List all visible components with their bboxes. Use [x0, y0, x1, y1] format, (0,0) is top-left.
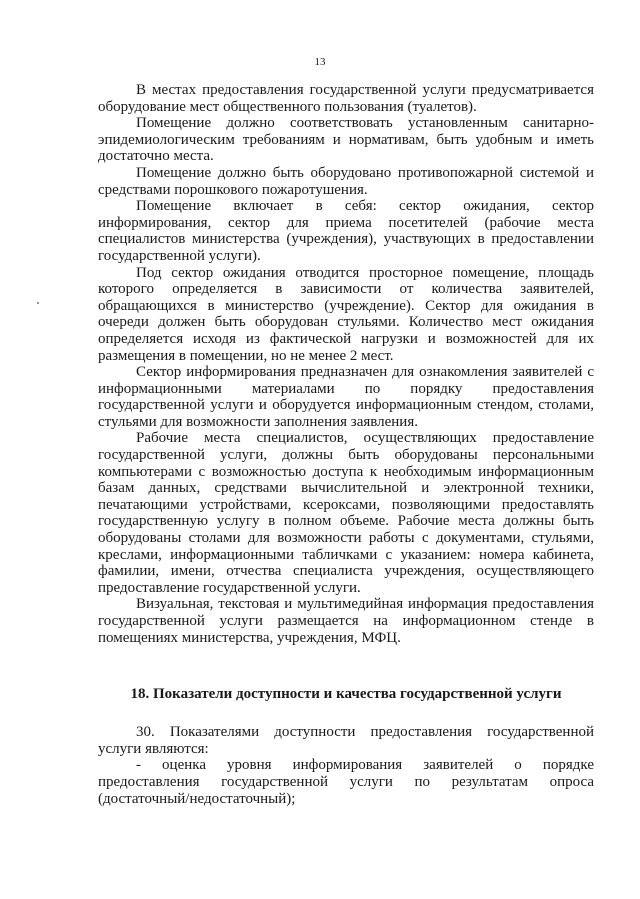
- paragraph: Помещение должно соответствовать установленным санитарно-эпидемиологическим требованиям и нормативам, быть удобным и иметь достаточно места.: [98, 115, 594, 165]
- paragraph: Рабочие места специалистов, осуществляющих предоставление государственной услуги, должны быть оборудованы персональными компьютерами с возможностью доступа к необходимым информационным базам данных, средствами вычислительной и электронной техники, печатающими устройствами, ксероксами, позволяющими предоставлять государственную услугу в полном объеме. Рабочие места должны быть оборудованы столами для возможности работы с документами, стульями, креслами, информационными табличками с указанием: номера кабинета, фамилии, имени, отчества специалиста учреждения, осуществляющего предоставление государственной услуги.: [98, 430, 594, 596]
- scan-mark: [37, 302, 39, 304]
- paragraph: Сектор информирования предназначен для ознакомления заявителей с информационными материалами по порядку предоставления государственной услуги и оборудуется информационным стендом, столами, стульями для возможности заполнения заявления.: [98, 364, 594, 430]
- paragraph: Помещение включает в себя: сектор ожидания, сектор информирования, сектор для приема посетителей (рабочие места специалистов министерства (учреждения), участвующих в предоставлении государственной услуги).: [98, 198, 594, 264]
- section-paragraph: - оценка уровня информирования заявителей о порядке предоставления государственной услуги по результатам опроса (достаточный/недостаточный);: [98, 757, 594, 807]
- paragraph: Под сектор ожидания отводится просторное помещение, площадь которого определяется в зависимости от количества заявителей, обращающихся в министерство (учреждение). Сектор для ожидания в очереди должен быть оборудован стульями. Количество мест ожидания определяется исходя из фактической нагрузки и возможностей для их размещения в помещении, но не менее 2 мест.: [98, 264, 594, 364]
- section-paragraph: 30. Показателями доступности предоставления государственной услуги являются:: [98, 724, 594, 757]
- page-number: 13: [314, 56, 326, 68]
- section-heading: 18. Показатели доступности и качества государственной услуги: [130, 686, 562, 703]
- document-body: [98, 82, 594, 807]
- paragraph: Визуальная, текстовая и мультимедийная информация предоставления государственной услуги размещается на информационном стенде в помещениях министерства, учреждения, МФЦ.: [98, 596, 594, 646]
- paragraph: В местах предоставления государственной услуги предусматривается оборудование мест общественного пользования (туалетов).: [98, 82, 594, 115]
- paragraph: Помещение должно быть оборудовано противопожарной системой и средствами порошкового пожаротушения.: [98, 164, 594, 198]
